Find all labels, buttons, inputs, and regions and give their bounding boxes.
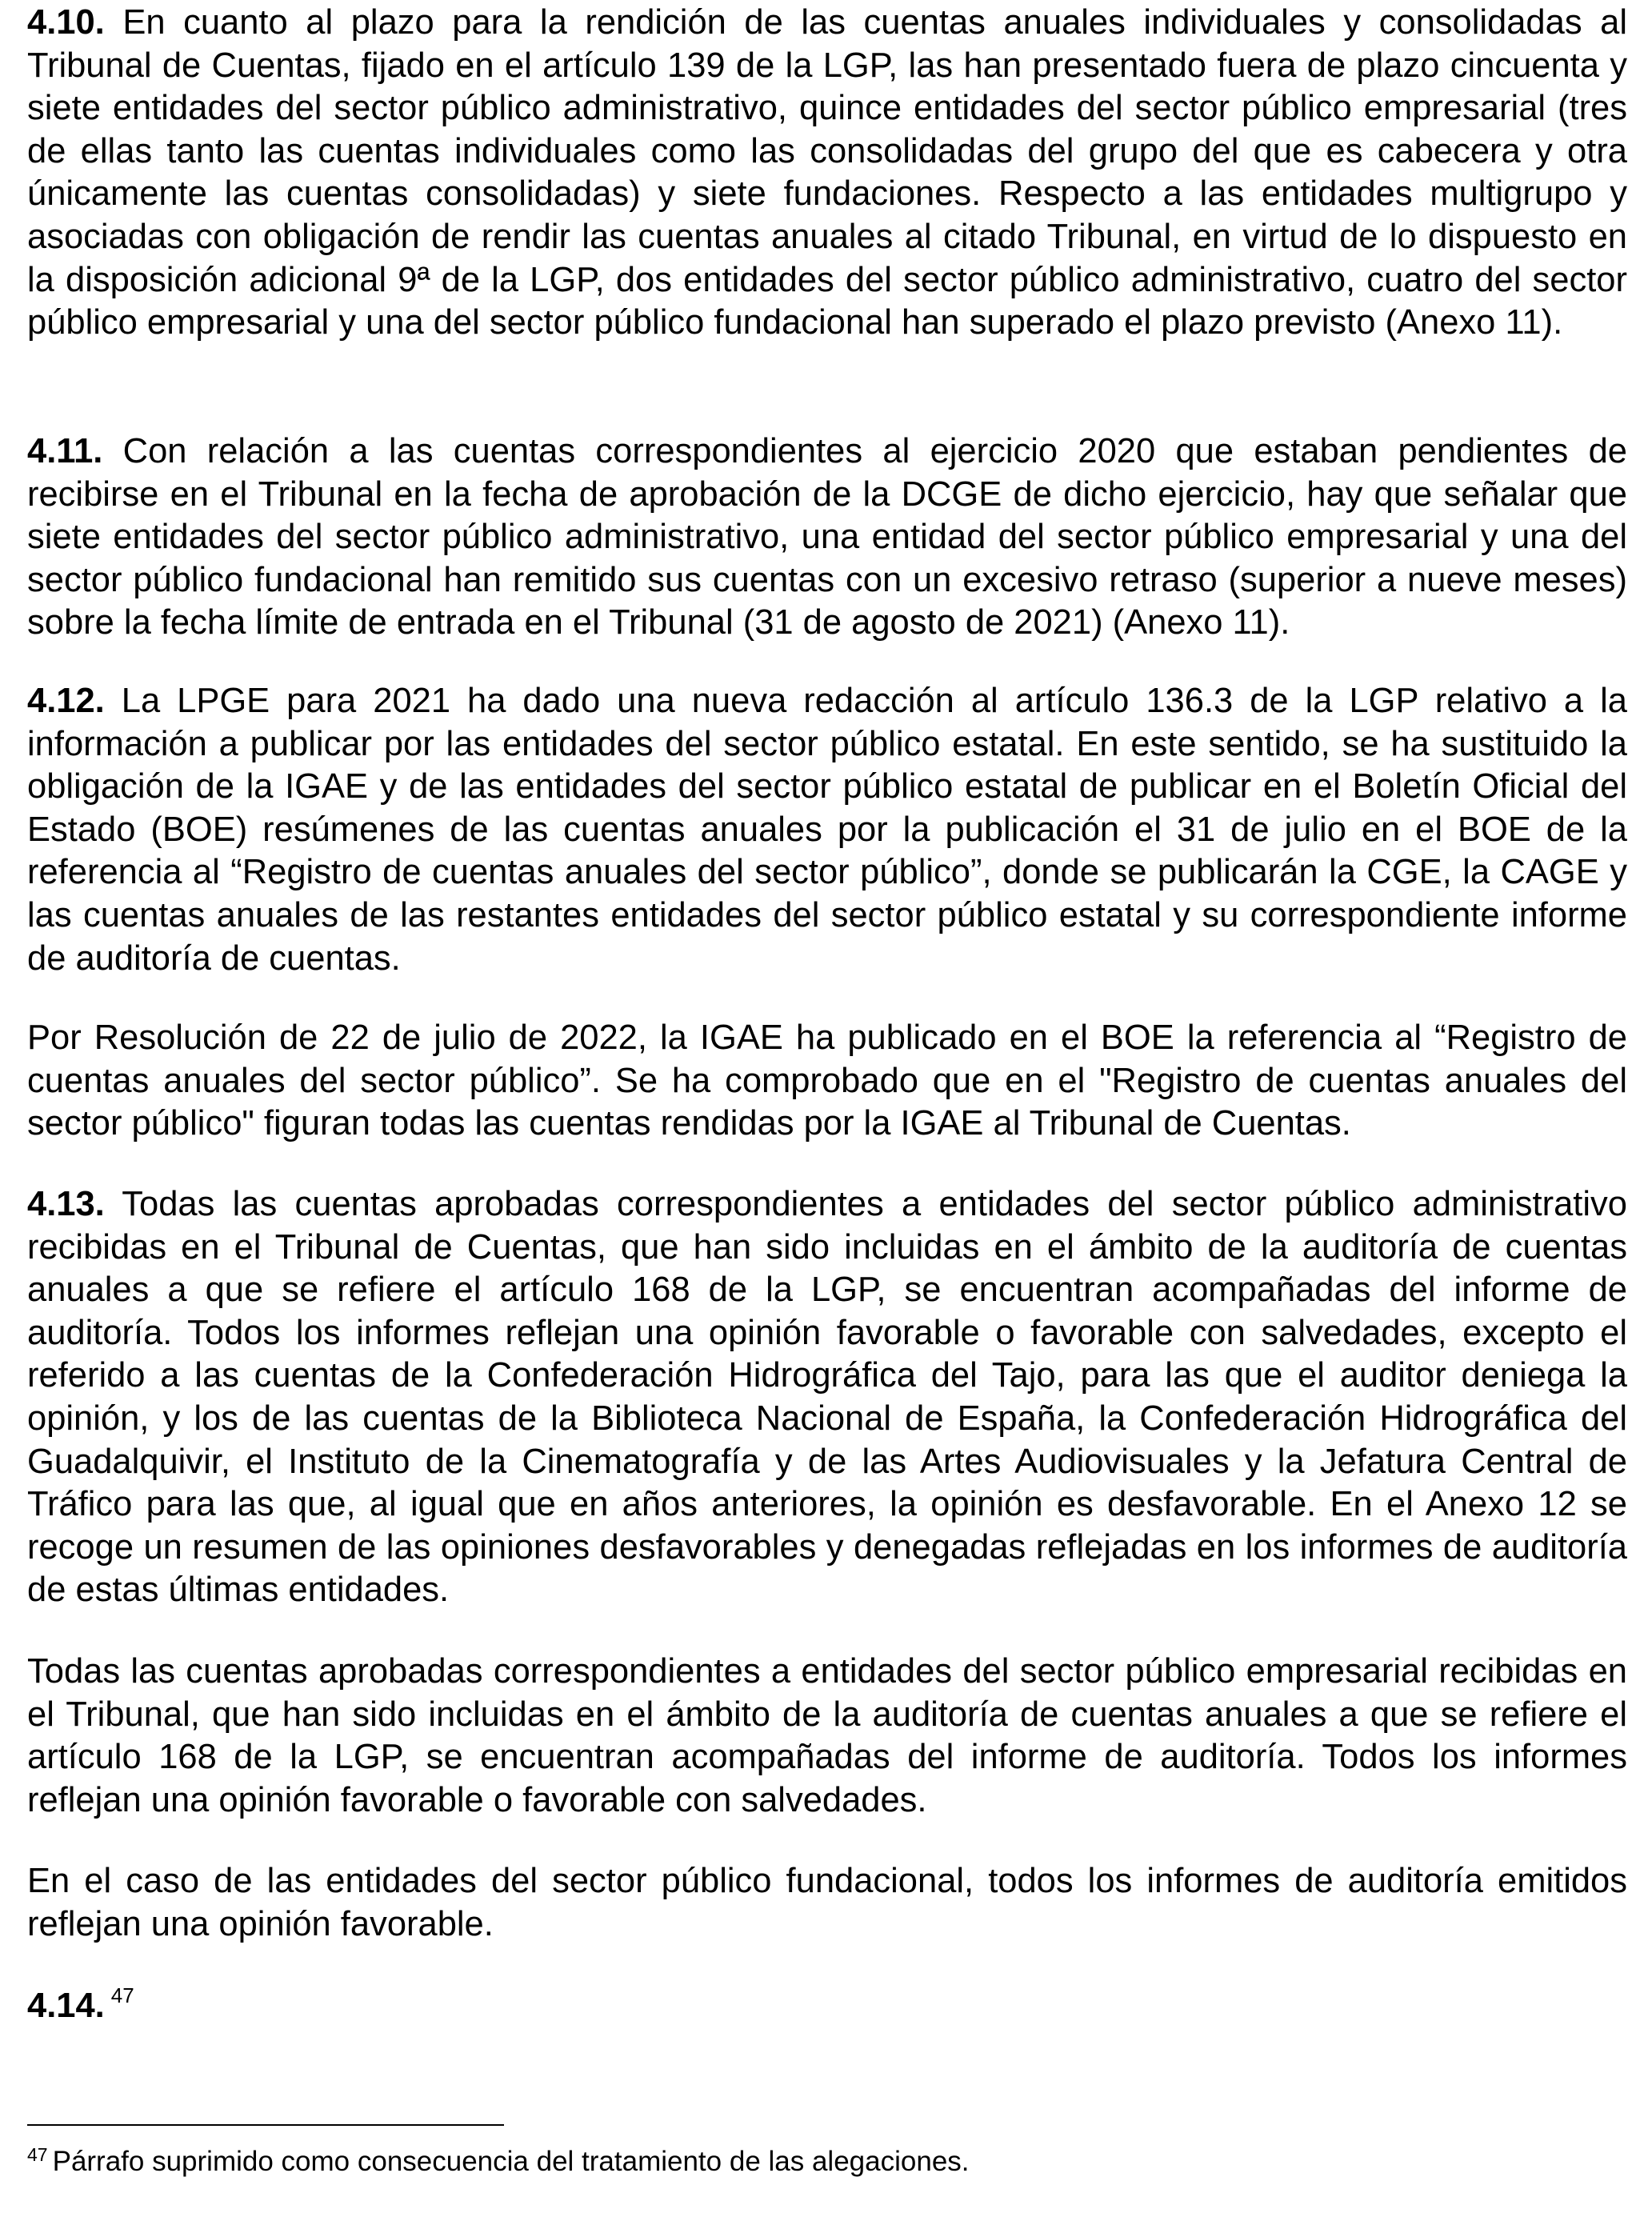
paragraph-4-13-continued: [27, 1651, 1627, 1822]
paragraph-4-10: [27, 2, 1627, 345]
paragraph-number: 4.14.: [27, 1987, 105, 2025]
footnote-number: 47: [27, 2144, 48, 2165]
paragraph-4-14: [27, 1985, 1627, 2028]
paragraph-number: 4.12.: [27, 682, 105, 720]
footnote-separator: [27, 2124, 504, 2126]
paragraph-number: 4.10.: [27, 3, 105, 42]
paragraph-4-12: [27, 680, 1627, 980]
footnote: [27, 2144, 970, 2179]
paragraph-number: 4.13.: [27, 1185, 105, 1223]
paragraph-text: Todas las cuentas aprobadas correspondientes a entidades del sector público empresarial recibidas en el Tribunal, que han sido incluidas en el ámbito de la auditoría de cuentas anuales a que se refiere el artículo 168 de la LGP, se encuentran acompañadas del informe de auditoría. Todos los informes reflejan una opinión favorable o favorable con salvedades.: [27, 1652, 1627, 1819]
paragraph-4-13-fundacional: [27, 1860, 1627, 1946]
paragraph-text: En el caso de las entidades del sector público fundacional, todos los informes de auditoría emitidos reflejan una opinión favorable.: [27, 1862, 1627, 1943]
paragraph-text: La LPGE para 2021 ha dado una nueva redacción al artículo 136.3 de la LGP relativo a la información a publicar por las entidades del sector público estatal. En este sentido, se ha sustituido la obligación de la IGAE y de las entidades del sector público estatal de publicar en el Boletín Oficial del Estado (BOE) resúmenes de las cuentas anuales por la publicación el 31 de julio en el BOE de la referencia al “Registro de cuentas anuales del sector público”, donde se publicarán la CGE, la CAGE y las cuentas anuales de las restantes entidades del sector público estatal y su correspondiente informe de auditoría de cuentas.: [27, 682, 1627, 978]
paragraph-4-11: [27, 430, 1627, 645]
footnote-reference[interactable]: 47: [110, 1983, 134, 2007]
paragraph-text: En cuanto al plazo para la rendición de las cuentas anuales individuales y consolidadas al Tribunal de Cuentas, fijado en el artículo 139 de la LGP, las han presentado fuera de plazo cincuenta y siete entidades del sector público administrativo, quince entidades del sector público empresarial (tres de ellas tanto las cuentas individuales como las consolidadas del grupo del que es cabecera y otra únicamente las cuentas consolidadas) y siete fundaciones. Respecto a las entidades multigrupo y asociadas con obligación de rendir las cuentas anuales al citado Tribunal, en virtud de lo dispuesto en la disposición adicional 9ª de la LGP, dos entidades del sector público administrativo, cuatro del sector público empresarial y una del sector público fundacional han superado el plazo previsto (Anexo 11).: [27, 3, 1627, 342]
paragraph-text: Con relación a las cuentas correspondientes al ejercicio 2020 que estaban pendientes de recibirse en el Tribunal en la fecha de aprobación de la DCGE de dicho ejercicio, hay que señalar que siete entidades del sector público administrativo, una entidad del sector público empresarial y una del sector público fundacional han remitido sus cuentas con un excesivo retraso (superior a nueve meses) sobre la fecha límite de entrada en el Tribunal (31 de agosto de 2021) (Anexo 11).: [27, 432, 1627, 642]
footnote-text: Párrafo suprimido como consecuencia del tratamiento de las alegaciones.: [52, 2146, 970, 2177]
paragraph-4-13: [27, 1183, 1627, 1612]
paragraph-number: 4.11.: [27, 432, 103, 470]
paragraph-4-12-continued: [27, 1017, 1627, 1146]
paragraph-text: Todas las cuentas aprobadas correspondientes a entidades del sector público administrativo recibidas en el Tribunal de Cuentas, que han sido incluidas en el ámbito de la auditoría de cuentas anuales a que se refiere el artículo 168 de la LGP, se encuentran acompañadas del informe de auditoría. Todos los informes reflejan una opinión favorable o favorable con salvedades, excepto el referido a las cuentas de la Confederación Hidrográfica del Tajo, para las que el auditor deniega la opinión, y los de las cuentas de la Biblioteca Nacional de España, la Confederación Hidrográfica del Guadalquivir, el Instituto de la Cinematografía y de las Artes Audiovisuales y la Jefatura Central de Tráfico para las que, al igual que en años anteriores, la opinión es desfavorable. En el Anexo 12 se recoge un resumen de las opiniones desfavorables y denegadas reflejadas en los informes de auditoría de estas últimas entidades.: [27, 1185, 1627, 1610]
paragraph-text: Por Resolución de 22 de julio de 2022, la IGAE ha publicado en el BOE la referencia al “Registro de cuentas anuales del sector público”. Se ha comprobado que en el "Registro de cuentas anuales del sector público" figuran todas las cuentas rendidas por la IGAE al Tribunal de Cuentas.: [27, 1018, 1627, 1143]
